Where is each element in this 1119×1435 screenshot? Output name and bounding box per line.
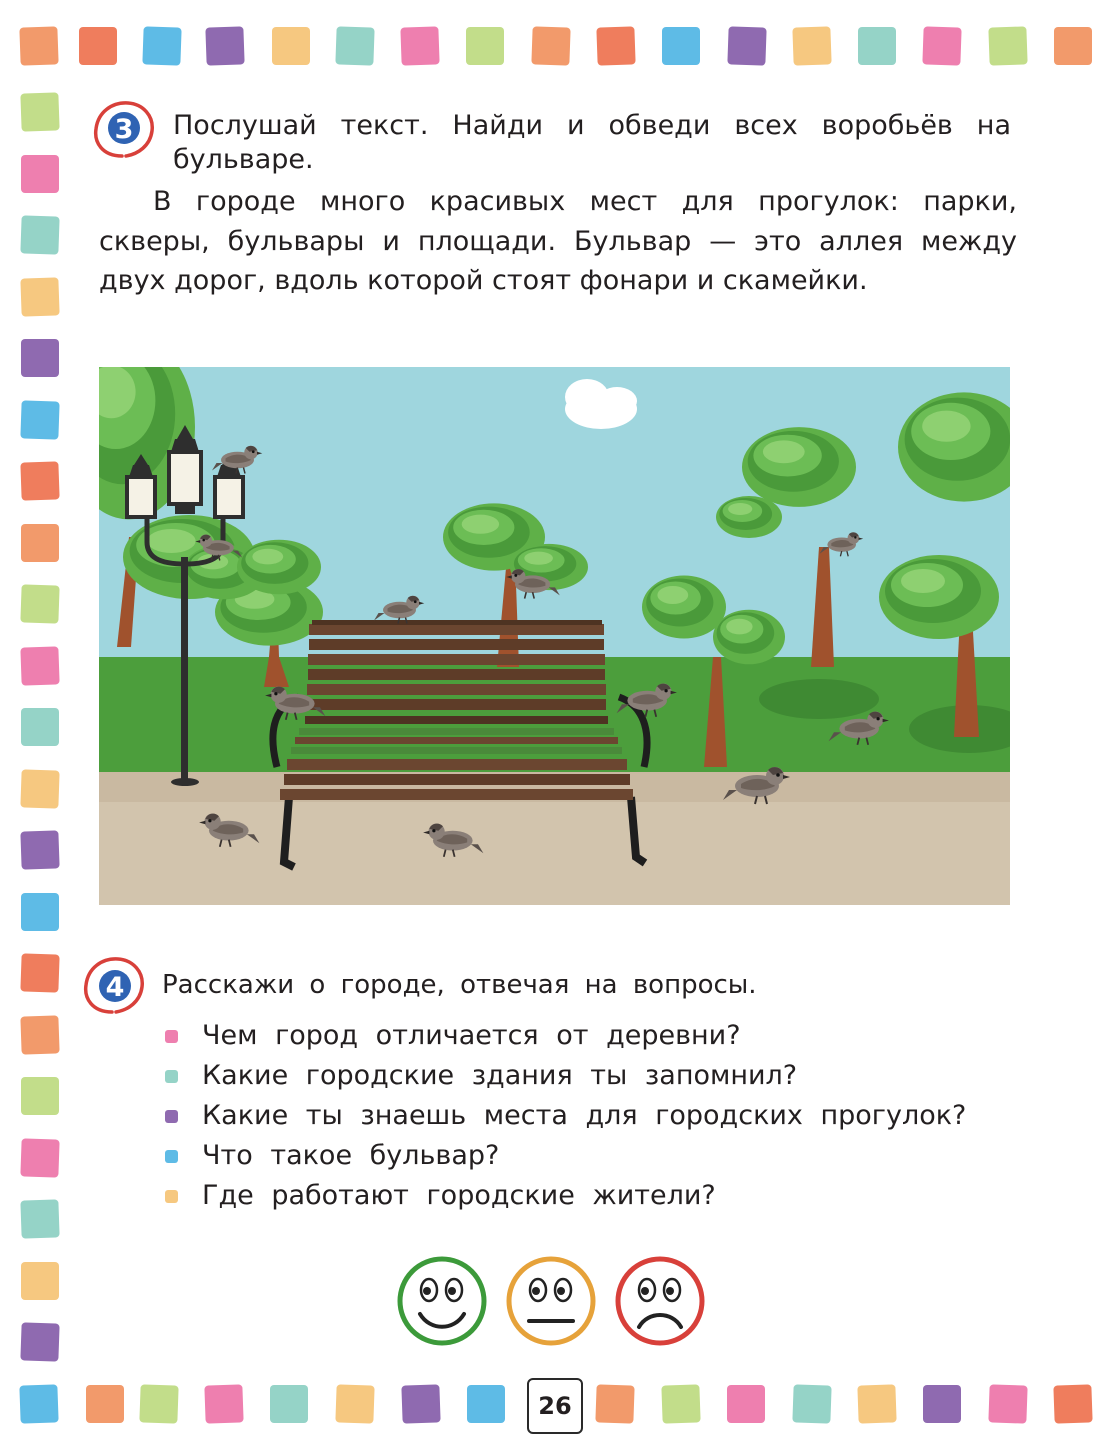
decorative-square [142,26,181,65]
decorative-square [1054,27,1092,65]
decorative-square [1053,1384,1092,1423]
question-item [165,1176,716,1216]
task-3-paragraph: В городе много красивых мест для прогулок: парки, скверы, бульвары и площади. Бульвар — это аллея между двух дорог, вдоль которой стоят фонари и скамейки. [99,186,1017,296]
task-4-number: 4 [105,972,125,1003]
decorative-square [661,1384,700,1423]
decorative-square [335,1384,374,1423]
task-4-instruction: Расскажи о городе, отвечая на вопросы. [162,970,757,1000]
decorative-square [20,646,59,685]
smiley-neutral-icon[interactable] [505,1255,597,1347]
question-item [165,1136,499,1176]
decorative-square [19,1384,58,1423]
decorative-square [727,26,766,65]
decorative-square [21,339,59,377]
decorative-square [988,1384,1027,1423]
bullet-marker [165,1190,178,1203]
decorative-square [19,26,58,65]
question-text: Какие ты знаешь места для городских прогулок? [202,1100,967,1131]
decorative-square [595,1384,634,1423]
decorative-square [20,769,59,808]
decorative-square [20,1322,59,1361]
decorative-square [139,1384,178,1423]
smiley-happy-icon[interactable] [396,1255,488,1347]
decorative-square [20,92,59,131]
decorative-square [727,1385,765,1423]
decorative-square [20,277,59,316]
question-text: Где работают городские жители? [202,1180,716,1211]
bullet-marker [165,1110,178,1123]
decorative-square [596,26,635,65]
task-4-number-badge [78,952,150,1020]
decorative-square [20,215,59,254]
decorative-square [79,27,117,65]
decorative-square [20,1015,59,1054]
decorative-square [21,708,59,746]
bullet-marker [165,1150,178,1163]
bullet-marker [165,1070,178,1083]
decorative-square [20,584,59,623]
decorative-square [21,524,59,562]
task-3-number-badge [88,96,160,164]
decorative-square [86,1385,124,1423]
decorative-square [400,26,439,65]
decorative-square [792,1384,831,1423]
decorative-square [20,461,59,500]
smiley-sad-icon[interactable] [614,1255,706,1347]
decorative-square [401,1384,440,1423]
decorative-square [922,26,961,65]
decorative-square [923,1385,961,1423]
decorative-square [21,155,59,193]
question-item [165,1056,797,1096]
decorative-square [20,1199,59,1238]
decorative-square [988,26,1027,65]
question-text: Чем город отличается от деревни? [202,1020,741,1051]
decorative-square [20,1138,59,1177]
boulevard-illustration [99,367,1010,905]
task-3-number: 3 [114,114,134,145]
decorative-square [792,26,831,65]
decorative-square [205,26,244,65]
decorative-square [858,27,896,65]
decorative-square [335,26,374,65]
decorative-square [662,27,700,65]
decorative-square [531,26,570,65]
decorative-square [21,1262,59,1300]
bullet-marker [165,1030,178,1043]
decorative-square [20,953,59,992]
decorative-square [21,893,59,931]
decorative-square [270,1385,308,1423]
decorative-square [857,1384,896,1423]
decorative-square [20,830,59,869]
question-text: Что такое бульвар? [202,1140,500,1171]
decorative-square [466,27,504,65]
task-3-instruction: Послушай текст. Найди и обведи всех воробьёв на бульваре. [173,110,1011,175]
question-text: Какие городские здания ты запомнил? [202,1060,798,1091]
decorative-square [204,1384,243,1423]
decorative-square [272,27,310,65]
question-item [165,1016,741,1056]
decorative-square [467,1385,505,1423]
question-item [165,1096,966,1136]
decorative-square [21,1077,59,1115]
decorative-square [20,400,59,439]
page-number: 26 [527,1378,583,1434]
